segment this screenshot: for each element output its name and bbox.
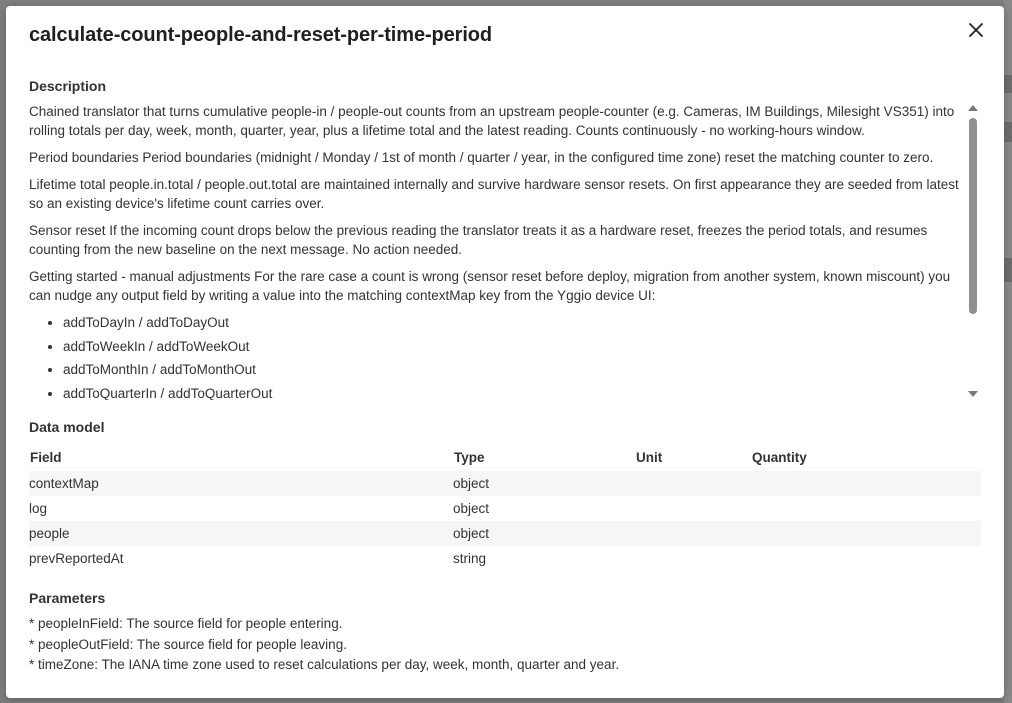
description-scroll-area[interactable]	[29, 102, 981, 400]
column-header-field: Field	[30, 450, 62, 465]
quantity-cell	[751, 546, 981, 571]
quantity-cell	[751, 496, 981, 521]
close-button[interactable]	[964, 18, 988, 42]
table-row	[29, 546, 981, 571]
description-paragraph: Chained translator that turns cumulative people-in / people-out counts from an upstream people-counter (e.g. Cameras, IM Buildings, Milesight VS351) into rolling totals per day, week, month, quarter, year, plus a lifetime total and the latest reading. Counts continuously - no working-hours window.	[29, 104, 955, 138]
table-row	[29, 471, 981, 496]
table-header-row	[29, 444, 981, 471]
scrollbar-thumb[interactable]	[969, 118, 977, 314]
close-icon	[969, 23, 983, 37]
list-item: • addToQuarterIn / addToQuarterOut	[63, 384, 964, 401]
background-page-edge	[1004, 0, 1012, 703]
description-heading: Description	[29, 78, 107, 94]
column-header-quantity: Quantity	[752, 450, 807, 465]
modal-dialog	[6, 6, 1004, 698]
field-cell: people	[29, 521, 453, 546]
description-paragraph: Sensor reset If the incoming count drops below the previous reading the translator treats it as a hardware reset, freezes the period totals, and resumes counting from the new baseline on the next message. No action needed.	[29, 223, 928, 257]
type-cell: object	[453, 501, 490, 516]
list-item: • addToMonthIn / addToMonthOut	[63, 360, 964, 379]
quantity-cell	[751, 521, 981, 546]
data-model-heading: Data model	[29, 419, 105, 435]
table-row	[29, 521, 981, 546]
field-cell: log	[29, 501, 48, 516]
list-item: • addToWeekIn / addToWeekOut	[63, 337, 964, 356]
parameter-line: * peopleInField: The source field for people entering.	[29, 616, 343, 631]
chevron-up-icon[interactable]	[968, 105, 978, 111]
column-header-type: Type	[454, 450, 485, 465]
unit-cell	[635, 546, 751, 571]
background-fragment	[1004, 122, 1012, 142]
field-cell: prevReportedAt	[29, 551, 124, 566]
description-paragraph: Lifetime total people.in.total / people.out.total are maintained internally and survive hardware sensor resets. On first appearance they are seeded from latest so an existing device's lifetime count carries over.	[29, 177, 959, 211]
background-fragment	[1004, 258, 1012, 282]
background-fragment	[1004, 75, 1012, 93]
adjustment-key-list	[29, 313, 964, 400]
parameter-line: * timeZone: The IANA time zone used to reset calculations per day, week, month, quarter and year.	[29, 657, 620, 672]
type-cell: object	[453, 471, 635, 496]
type-cell: object	[453, 521, 635, 546]
description-paragraph: Period boundaries Period boundaries (midnight / Monday / 1st of month / quarter / year, in the configured time zone) reset the matching counter to zero.	[29, 150, 934, 165]
table-row	[29, 496, 981, 521]
unit-cell	[635, 471, 751, 496]
modal-title: calculate-count-people-and-reset-per-time-period	[29, 24, 493, 46]
parameter-line: * peopleOutField: The source field for people leaving.	[29, 636, 347, 652]
parameters-heading: Parameters	[29, 590, 106, 606]
unit-cell	[635, 521, 751, 546]
list-item: • addToDayIn / addToDayOut	[63, 313, 964, 332]
quantity-cell	[751, 471, 981, 496]
description-scrollbar[interactable]	[966, 102, 980, 400]
data-model-table	[29, 444, 981, 571]
field-cell: contextMap	[29, 471, 453, 496]
column-header-unit: Unit	[636, 450, 663, 465]
chevron-down-icon[interactable]	[968, 391, 978, 397]
type-cell: string	[453, 551, 487, 566]
unit-cell	[635, 496, 751, 521]
description-content	[29, 102, 964, 400]
description-paragraph: Getting started - manual adjustments For the rare case a count is wrong (sensor reset before deploy, migration from another system, known miscount) you can nudge any output field by writing a value into the matching contextMap key from the Yggio device UI:	[29, 269, 951, 303]
parameters-list	[29, 614, 619, 676]
